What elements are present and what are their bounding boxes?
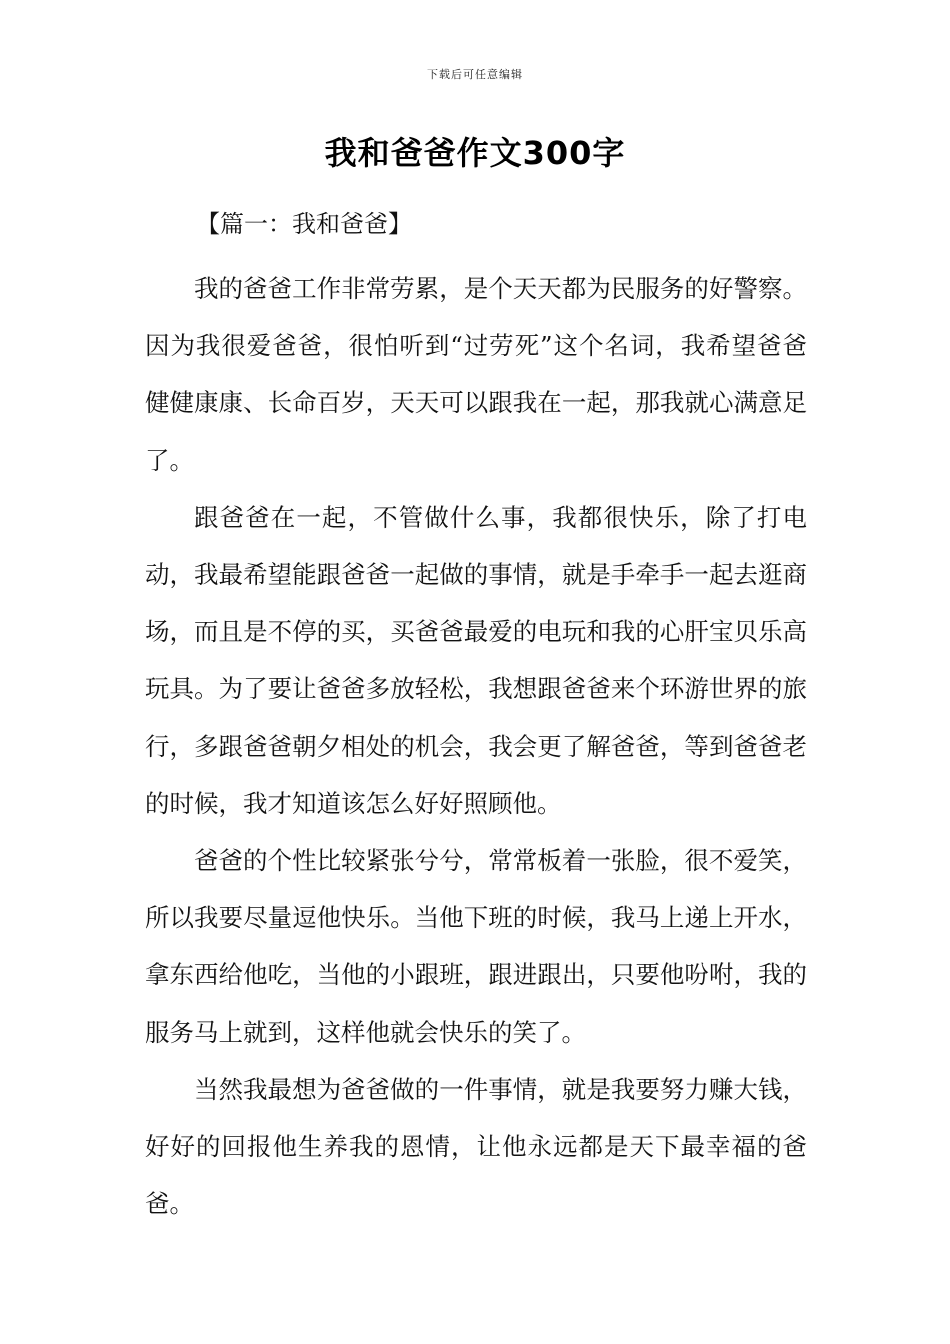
paragraph-3: 爸爸的个性比较紧张兮兮，常常板着一张脸，很不爱笑，所以我要尽量逗他快乐。当他下班的时候，我马上递上开水，拿东西给他吃，当他的小跟班，跟进跟出，只要他吩咐，我的服务马上就到，这样他就会快乐的笑了。	[145, 846, 807, 1047]
paragraph-1: 我的爸爸工作非常劳累，是个天天都为民服务的好警察。因为我很爱爸爸，很怕听到“过劳死”这个名词，我希望爸爸健健康康、长命百岁，天天可以跟我在一起，那我就心满意足了。	[145, 274, 807, 475]
paragraph-2: 跟爸爸在一起，不管做什么事，我都很快乐，除了打电动，我最希望能跟爸爸一起做的事情，就是手牵手一起去逛商场，而且是不停的买，买爸爸最爱的电玩和我的心肝宝贝乐高玩具。为了要让爸爸多放轻松，我想跟爸爸来个环游世界的旅行，多跟爸爸朝夕相处的机会，我会更了解爸爸，等到爸爸老的时候，我才知道该怎么好好照顾他。	[145, 502, 807, 818]
essay-body	[145, 260, 807, 1232]
document-title: 我和爸爸作文300字	[324, 134, 626, 172]
paragraph-4: 当然我最想为爸爸做的一件事情，就是我要努力赚大钱，好好的回报他生养我的恩情，让他永远都是天下最幸福的爸爸。	[145, 1074, 807, 1219]
section-heading: 【篇一：我和爸爸】	[196, 210, 412, 238]
header-note: 下载后可任意编辑	[427, 68, 523, 81]
